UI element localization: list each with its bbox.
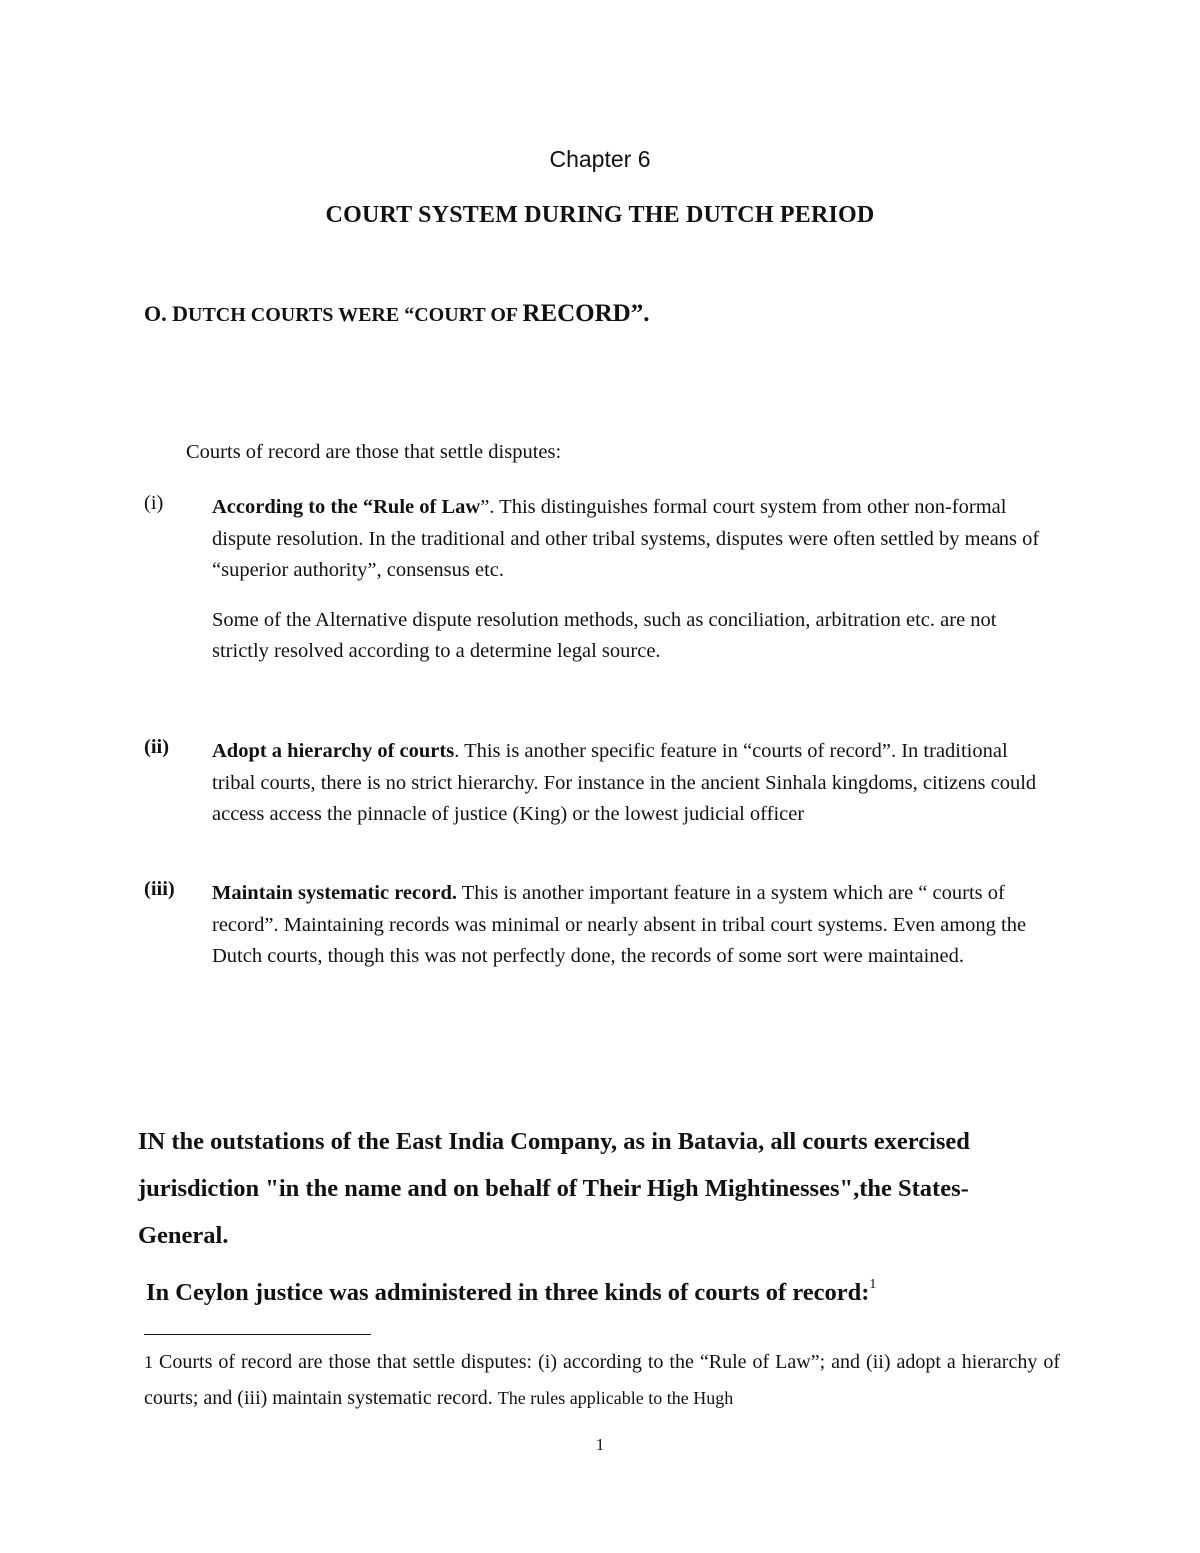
list-item-text: This is another important feature in a system which are “ courts of record”. Maintaining records was minimal or nearly absent in tribal court systems. Even among the Dutch courts, though this was not perfectly done, the records of some sort were maintained. bbox=[212, 882, 1027, 967]
footnote-divider bbox=[144, 1334, 371, 1335]
list-item-text: . This is another specific feature in “courts of record”. In traditional tribal courts, there is no strict hierarchy. For instance in the ancient Sinhala kingdoms, citizens could access access the pinnacle of justice (King) or the lowest judicial officer bbox=[212, 740, 1037, 825]
list-item-bold: Adopt a hierarchy of courts bbox=[212, 740, 455, 762]
list-item-body bbox=[212, 492, 1042, 668]
heading-prefix: O. D bbox=[144, 301, 188, 326]
footnote-text: Courts of record are those that settle disputes: (i) according to the “Rule of Law”; and (ii) adopt a hierarchy of courts; and (iii) maintain systematic record. bbox=[144, 1351, 1060, 1409]
heading-part2: OURT OF bbox=[428, 304, 523, 326]
intro-line: Courts of record are those that settle disputes: bbox=[186, 441, 562, 463]
page-number: 1 bbox=[595, 1435, 605, 1454]
list-item-number: (ii) bbox=[144, 736, 170, 758]
chapter-title: COURT SYSTEM DURING THE DUTCH PERIOD bbox=[325, 202, 875, 228]
list-item-text: ”. This distinguishes formal court system from other non-formal dispute resolution. In the traditional and other tribal systems, disputes were often settled by means of “superior authority”, consensus etc. bbox=[212, 496, 1040, 581]
list-item-number: (iii) bbox=[144, 878, 175, 900]
paragraph-ceylon bbox=[146, 1277, 1046, 1307]
footnote bbox=[144, 1344, 1060, 1416]
chapter-label: Chapter 6 bbox=[549, 146, 651, 172]
heading-part1: UTCH COURTS WERE “C bbox=[188, 304, 429, 326]
list-item-extra: Some of the Alternative dispute resolution methods, such as conciliation, arbitration etc. are not strictly resolved according to a determine legal source. bbox=[212, 608, 997, 662]
paragraph-ceylon-text: In Ceylon justice was administered in three kinds of courts of record: bbox=[146, 1279, 870, 1306]
list-item-body bbox=[212, 736, 1042, 831]
list-item-number: (i) bbox=[144, 492, 164, 514]
paragraph-main: IN the outstations of the East India Company, as in Batavia, all courts exercised jurisdiction "in the name and on behalf of Their High Mightinesses",the States-General. bbox=[138, 1128, 970, 1249]
footnote-marker: 1 bbox=[144, 1352, 153, 1372]
heading-part3: RECORD”. bbox=[522, 300, 650, 327]
section-heading bbox=[144, 300, 649, 328]
list-item-bold: According to the “Rule of Law bbox=[212, 496, 481, 518]
list-item-body bbox=[212, 878, 1042, 973]
footnote-reference[interactable]: 1 bbox=[869, 1277, 877, 1292]
list-item-bold: Maintain systematic record. bbox=[212, 882, 457, 904]
footnote-tail: The rules applicable to the Hugh bbox=[497, 1388, 734, 1408]
